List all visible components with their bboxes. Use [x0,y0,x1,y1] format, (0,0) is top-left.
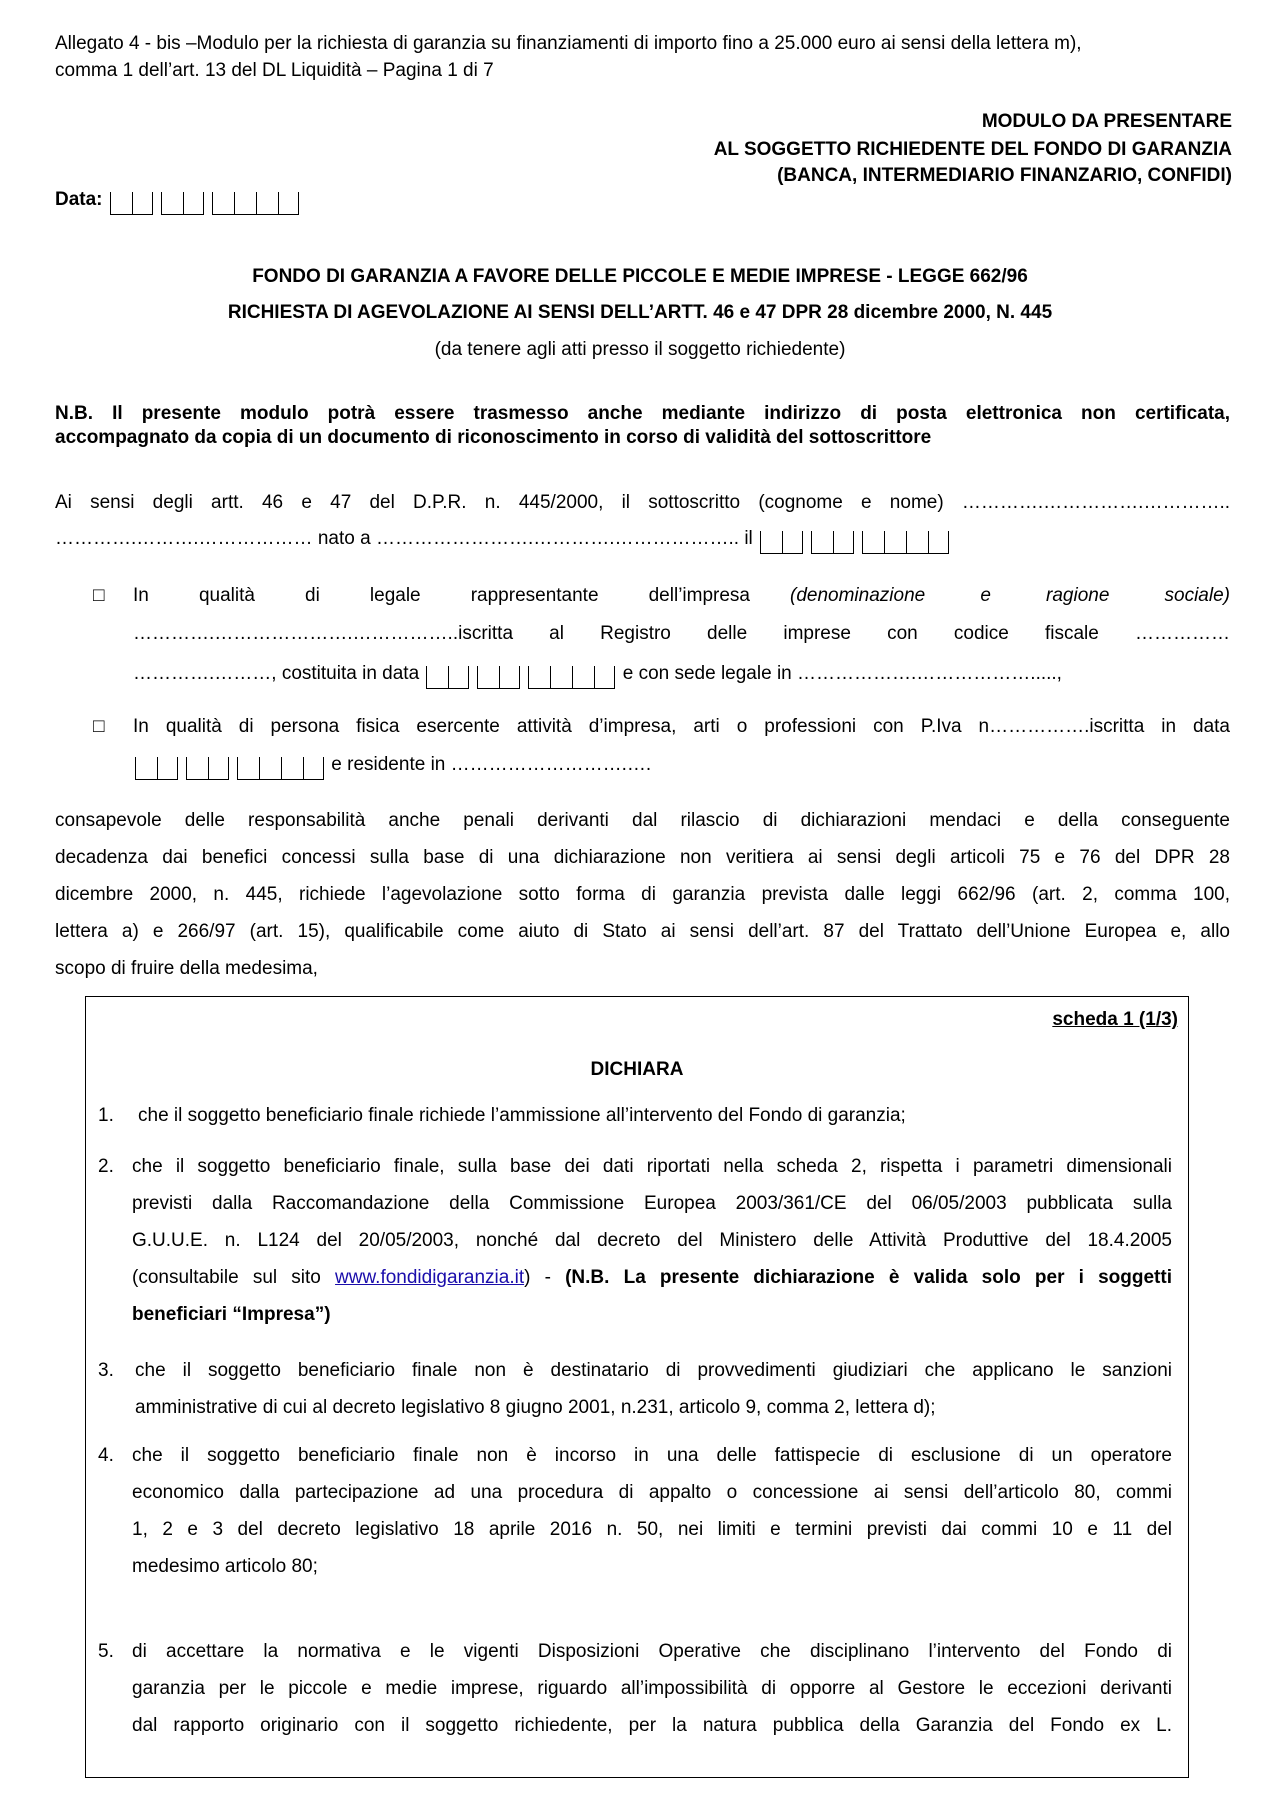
recipient-line-1: MODULO DA PRESENTARE [981,111,1232,132]
consapevole-line-1: consapevole delle responsabilità anche penali derivanti dal rilascio di dichiarazioni mendaci e della conseguente [55,810,1230,831]
scheda-box [85,996,1189,1778]
option-natural-person-line-2 [133,750,651,780]
title-fondo: FONDO DI GARANZIA A FAVORE DELLE PICCOLE E MEDIE IMPRESE - LEGGE 662/96 [252,266,1028,287]
option-legal-rep-line-3 [133,659,1062,689]
item-3-line-2: amministrative di cui al decreto legislativo 8 giugno 2001, n.231, articolo 9, comma 2, lettera d); [135,1397,936,1418]
registration-date-boxes[interactable] [135,757,324,780]
item-2-nb-bold: (N.B. La presente dichiarazione è valida solo per i soggetti [565,1267,1172,1288]
item-text [132,1148,1172,1333]
item-2-text-a: (consultabile sul sito [132,1267,336,1288]
date-input-boxes[interactable] [110,192,299,215]
title-richiesta: RICHIESTA DI AGEVOLAZIONE AI SENSI DELL’ARTT. 46 e 47 DPR 28 dicembre 2000, N. 445 [227,302,1053,323]
nb-line-1: N.B. Il presente modulo potrà essere trasmesso anche mediante indirizzo di posta elettronica non certificata, [55,403,1230,424]
option-legal-rep-line-1 [133,585,1230,607]
constitution-date-boxes[interactable] [426,666,615,689]
option-natural-person-checkbox[interactable]: □ [93,716,105,737]
item-number: 2. [98,1156,114,1177]
consapevole-paragraph [55,802,1230,987]
item-4-line-2: economico dalla partecipazione ad una procedura di appalto o concessione ai sensi dell’articolo 80, commi [132,1482,1172,1503]
consapevole-line-2: decadenza dai benefici concessi sulla base di una dichiarazione non veritiera ai sensi degli articoli 75 e 76 del DPR 28 [55,847,1230,868]
item-number: 5. [98,1641,114,1662]
option-natural-person-line-1: In qualità di persona fisica esercente attività d’impresa, arti o professioni con P.Iva n…………….iscritta in data [133,716,1230,737]
item-number: 1. [98,1105,114,1126]
item-2-text-b: ) - [524,1267,566,1288]
consapevole-line-4: lettera a) e 266/97 (art. 15), qualificabile come aiuto di Stato ai sensi dell’art. 87 del Trattato dell’Unione Europea e, allo [55,921,1230,942]
consapevole-line-3: dicembre 2000, n. 445, richiede l’agevolazione sotto forma di garanzia prevista dalle leggi 662/96 (art. 2, comma 100, [55,884,1230,905]
item-number: 3. [98,1360,114,1381]
item-4-line-4: medesimo articolo 80; [132,1556,318,1577]
subtitle: (da tenere agli atti presso il soggetto richiedente) [434,339,846,360]
birth-date-boxes[interactable] [760,531,949,554]
recipient-line-3: (BANCA, INTERMEDIARIO FINANZARIO, CONFIDI) [777,165,1232,186]
date-row [55,185,301,215]
item-4-line-3: 1, 2 e 3 del decreto legislativo 18 aprile 2016 n. 50, nei limiti e termini previsti dai commi 10 e 11 del [132,1519,1172,1540]
consapevole-line-5: scopo di fruire della medesima, [55,958,318,979]
option-legal-rep-line-2: ………….………………….……………..iscritta al Registro delle imprese con codice fiscale …………… [133,623,1230,644]
legal-rep-text: In qualità di legale rappresentante dell’impresa [133,585,750,606]
residence-text: e residente in ……………………….…. [331,754,652,775]
legal-seat-text: e con sede legale in ……………….………………....., [622,663,1062,684]
constituted-text: ………….………, costituita in data [133,663,420,684]
item-2-line-4 [132,1259,1172,1296]
date-label: Data: [55,189,103,210]
item-number: 4. [98,1445,114,1466]
birth-info-text: ………….……….……………… nato a …………………….………….……………….. il [55,528,753,549]
header-line-1: Allegato 4 - bis –Modulo per la richiesta di garanzia su finanziamenti di importo fino a 25.000 euro ai sensi della lettera m), [55,33,1082,54]
item-2-line-3: G.U.U.E. n. L124 del 20/05/2003, nonché dal decreto del Ministero delle Attività Produttive del 18.4.2005 [132,1230,1172,1251]
item-text [135,1352,1172,1426]
item-2-line-1: che il soggetto beneficiario finale, sulla base dei dati riportati nella scheda 2, rispetta i parametri dimensionali [132,1156,1172,1177]
scheda-label: scheda 1 (1/3) [1052,1009,1178,1030]
item-2-nb-bold-end: beneficiari “Impresa”) [132,1304,331,1325]
item-text [132,1633,1172,1744]
item-text [132,1437,1172,1585]
item-2-line-2: previsti dalla Raccomandazione della Commissione Europea 2003/361/CE del 06/05/2003 pubblicata sulla [132,1193,1172,1214]
fondidigaranzia-link[interactable]: www.fondidigaranzia.it [335,1267,525,1288]
recipient-line-2: AL SOGGETTO RICHIEDENTE DEL FONDO DI GARANZIA [713,139,1232,160]
dichiara-heading: DICHIARA [590,1059,684,1080]
item-4-line-1: che il soggetto beneficiario finale non è incorso in una delle fattispecie di esclusione di un operatore [132,1445,1172,1466]
item-5-line-1: di accettare la normativa e le vigenti Disposizioni Operative che disciplinano l’intervento del Fondo di [132,1641,1172,1662]
declarant-line-2 [55,524,1230,554]
item-5-line-2: garanzia per le piccole e medie imprese, riguardo all’impossibilità di opporre al Gestore le eccezioni derivanti [132,1678,1172,1699]
nb-line-2: accompagnato da copia di un documento di riconoscimento in corso di validità del sottoscrittore [55,427,932,448]
item-text: che il soggetto beneficiario finale richiede l’ammissione all’intervento del Fondo di garanzia; [138,1105,906,1126]
legal-rep-italic: (denominazione e ragione sociale) [790,585,1230,606]
item-5-line-3: dal rapporto originario con il soggetto richiedente, per la natura pubblica della Garanzia del Fondo ex L. [132,1715,1172,1736]
header-line-2: comma 1 dell’art. 13 del DL Liquidità – Pagina 1 di 7 [55,60,494,81]
item-3-line-1: che il soggetto beneficiario finale non è destinatario di provvedimenti giudiziari che applicano le sanzioni [135,1360,1172,1381]
option-legal-rep-checkbox[interactable]: □ [93,585,105,606]
declarant-line-1: Ai sensi degli artt. 46 e 47 del D.P.R. n. 445/2000, il sottoscritto (cognome e nome) ………….…………….………….. [55,492,1230,513]
